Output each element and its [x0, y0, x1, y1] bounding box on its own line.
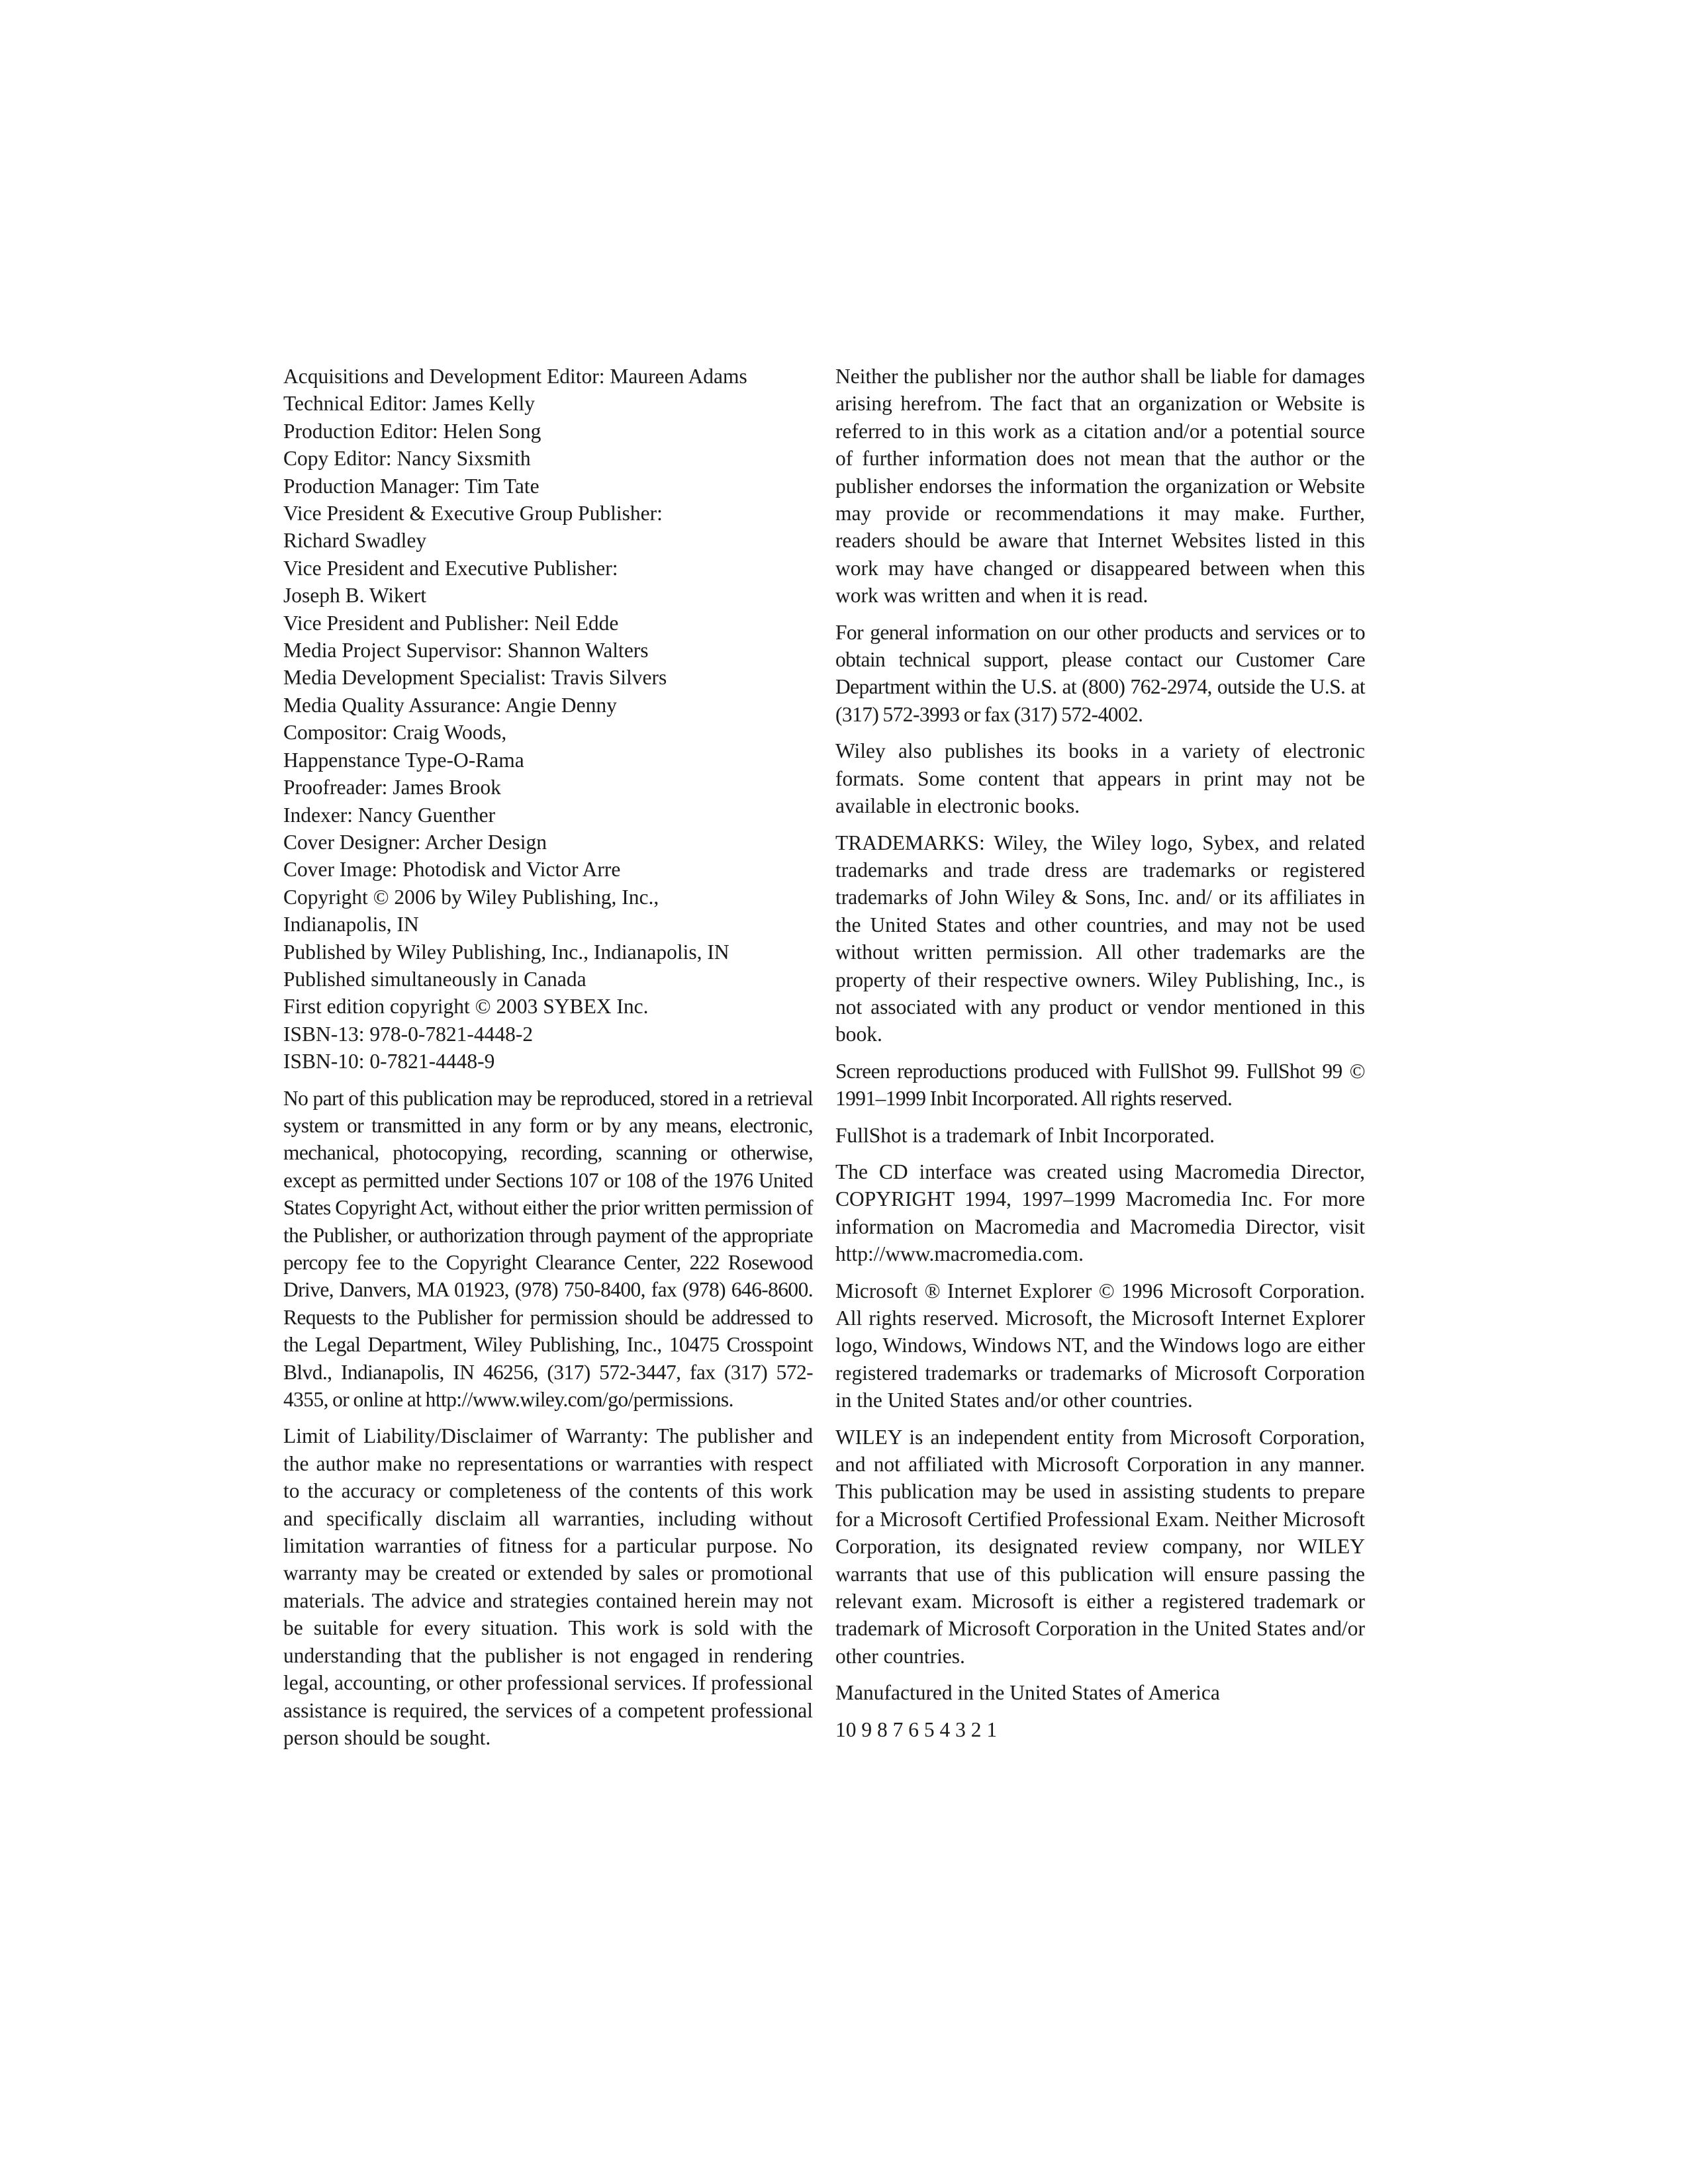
electronic-formats-paragraph: Wiley also publishes its books in a variety of electronic formats. Some content that appears in print may not be available in electronic books. — [835, 739, 1365, 818]
manufactured-line: Manufactured in the United States of America — [835, 1681, 1220, 1705]
cd-interface-paragraph: The CD interface was created using Macromedia Director, COPYRIGHT 1994, 1997–1999 Macromedia Inc. For more information on Macromedia and Macromedia Director, visit http://www.macromedia.com. — [835, 1160, 1365, 1266]
credit-line: Vice President & Executive Group Publisher: — [283, 502, 663, 525]
credit-line: Compositor: Craig Woods, — [283, 721, 507, 745]
credit-line: Media Quality Assurance: Angie Denny — [283, 693, 617, 717]
credit-line: Production Editor: Helen Song — [283, 419, 541, 443]
credit-line: Production Manager: Tim Tate — [283, 474, 539, 498]
wiley-independent-paragraph: WILEY is an independent entity from Microsoft Corporation, and not affiliated with Microsoft Corporation in any manner. This publication may be used in assisting students to prepare for a Microsoft Certified Professional Exam. Neither Microsoft Corporation, its designated review company, nor WILEY warrants that use of this publication will ensure passing the relevant exam. Microsoft is either a registered trademark or trademark of Microsoft Corporation in the United States and/or other countries. — [835, 1425, 1365, 1668]
credits-list — [283, 363, 813, 1075]
isbn-13: ISBN-13: 978-0-7821-4448-2 — [283, 1022, 534, 1046]
credit-line: Copy Editor: Nancy Sixsmith — [283, 447, 531, 471]
fullshot-trademark-line: FullShot is a trademark of Inbit Incorporated. — [835, 1123, 1215, 1147]
credit-line: Happenstance Type-O-Rama — [283, 748, 524, 772]
screen-reproductions-paragraph: Screen reproductions produced with FullShot 99. FullShot 99 © 1991–1999 Inbit Incorporated. All rights reserved. — [835, 1059, 1365, 1111]
credit-line: Vice President and Executive Publisher: — [283, 556, 618, 580]
credit-line: Joseph B. Wikert — [283, 584, 427, 608]
permissions-paragraph: No part of this publication may be reproduced, stored in a retrieval system or transmitted in any form or by any means, electronic, mechanical, photocopying, recording, scanning or otherwise, except as permitted under Sections 107 or 108 of the 1976 United States Copyright Act, without either the prior written permission of the Publisher, or authorization through payment of the appropriate percopy fee to the Copyright Clearance Center, 222 Rosewood Drive, Danvers, MA 01923, (978) 750-8400, fax (978) 646-8600. Requests to the Publisher for permission should be addressed to the Legal Department, Wiley Publishing, Inc., 10475 Crosspoint Blvd., Indianapolis, IN 46256, (317) 572-3447, fax (317) 572-4355, or online at http://www.wiley.com/go/permissions. — [283, 1086, 813, 1412]
credit-line: Richard Swadley — [283, 529, 427, 553]
credit-line: Technical Editor: James Kelly — [283, 392, 536, 416]
credit-line: Acquisitions and Development Editor: Maureen Adams — [283, 365, 747, 388]
support-paragraph: For general information on our other products and services or to obtain technical support, please contact our Customer Care Department within the U.S. at (800) 762-2974, outside the U.S. at (317) 572-3993 or fax (317) 572-4002. — [835, 620, 1365, 726]
credit-line: Published simultaneously in Canada — [283, 967, 586, 991]
credit-line: Cover Designer: Archer Design — [283, 830, 547, 854]
credit-line: Vice President and Publisher: Neil Edde — [283, 611, 619, 635]
microsoft-ie-paragraph: Microsoft ® Internet Explorer © 1996 Microsoft Corporation. All rights reserved. Microsoft, the Microsoft Internet Explorer logo, Windows, Windows NT, and the Windows logo are either registered trademarks or trademarks of Microsoft Corporation in the United States and/or other countries. — [835, 1279, 1365, 1412]
isbn-10: ISBN-10: 0-7821-4448-9 — [283, 1050, 495, 1073]
copyright-line: Copyright © 2006 by Wiley Publishing, Inc., — [283, 885, 659, 909]
trademarks-paragraph: TRADEMARKS: Wiley, the Wiley logo, Sybex, and related trademarks and trade dress are trademarks or registered trademarks of John Wiley & Sons, Inc. and/ or its affiliates in the United States and other countries, and may not be used without written permission. All other trademarks are the property of their respective owners. Wiley Publishing, Inc., is not associated with any product or vendor mentioned in this book. — [835, 831, 1365, 1046]
printing-number-line: 10 9 8 7 6 5 4 3 2 1 — [835, 1717, 998, 1741]
right-column — [835, 363, 1365, 1752]
credit-line: Indianapolis, IN — [283, 913, 419, 936]
credit-line: Media Project Supervisor: Shannon Walters — [283, 639, 649, 662]
credit-line: Indexer: Nancy Guenther — [283, 803, 496, 827]
first-edition-line: First edition copyright © 2003 SYBEX Inc. — [283, 995, 649, 1019]
credit-line: Media Development Specialist: Travis Silvers — [283, 666, 667, 690]
credit-line: Proofreader: James Brook — [283, 776, 501, 799]
credit-line: Cover Image: Photodisk and Victor Arre — [283, 858, 621, 882]
publisher-line: Published by Wiley Publishing, Inc., Indianapolis, IN — [283, 940, 729, 964]
disclaimer-paragraph: Limit of Liability/Disclaimer of Warranty: The publisher and the author make no representations or warranties with respect to the accuracy or completeness of the contents of this work and specifically disclaim all warranties, including without limitation warranties of fitness for a particular purpose. No warranty may be created or extended by sales or promotional materials. The advice and strategies contained herein may not be suitable for every situation. This work is sold with the understanding that the publisher is not engaged in rendering legal, accounting, or other professional services. If professional assistance is required, the services of a competent professional person should be sought. — [283, 1424, 813, 1749]
liability-paragraph: Neither the publisher nor the author shall be liable for damages arising herefrom. The fact that an organization or Website is referred to in this work as a citation and/or a potential source of further information does not mean that the author or the publisher endorses the information the organization or Website may provide or recommendations it may make. Further, readers should be aware that Internet Websites listed in this work may have changed or disappeared between when this work was written and when it is read. — [835, 365, 1365, 608]
left-column — [283, 363, 813, 1760]
